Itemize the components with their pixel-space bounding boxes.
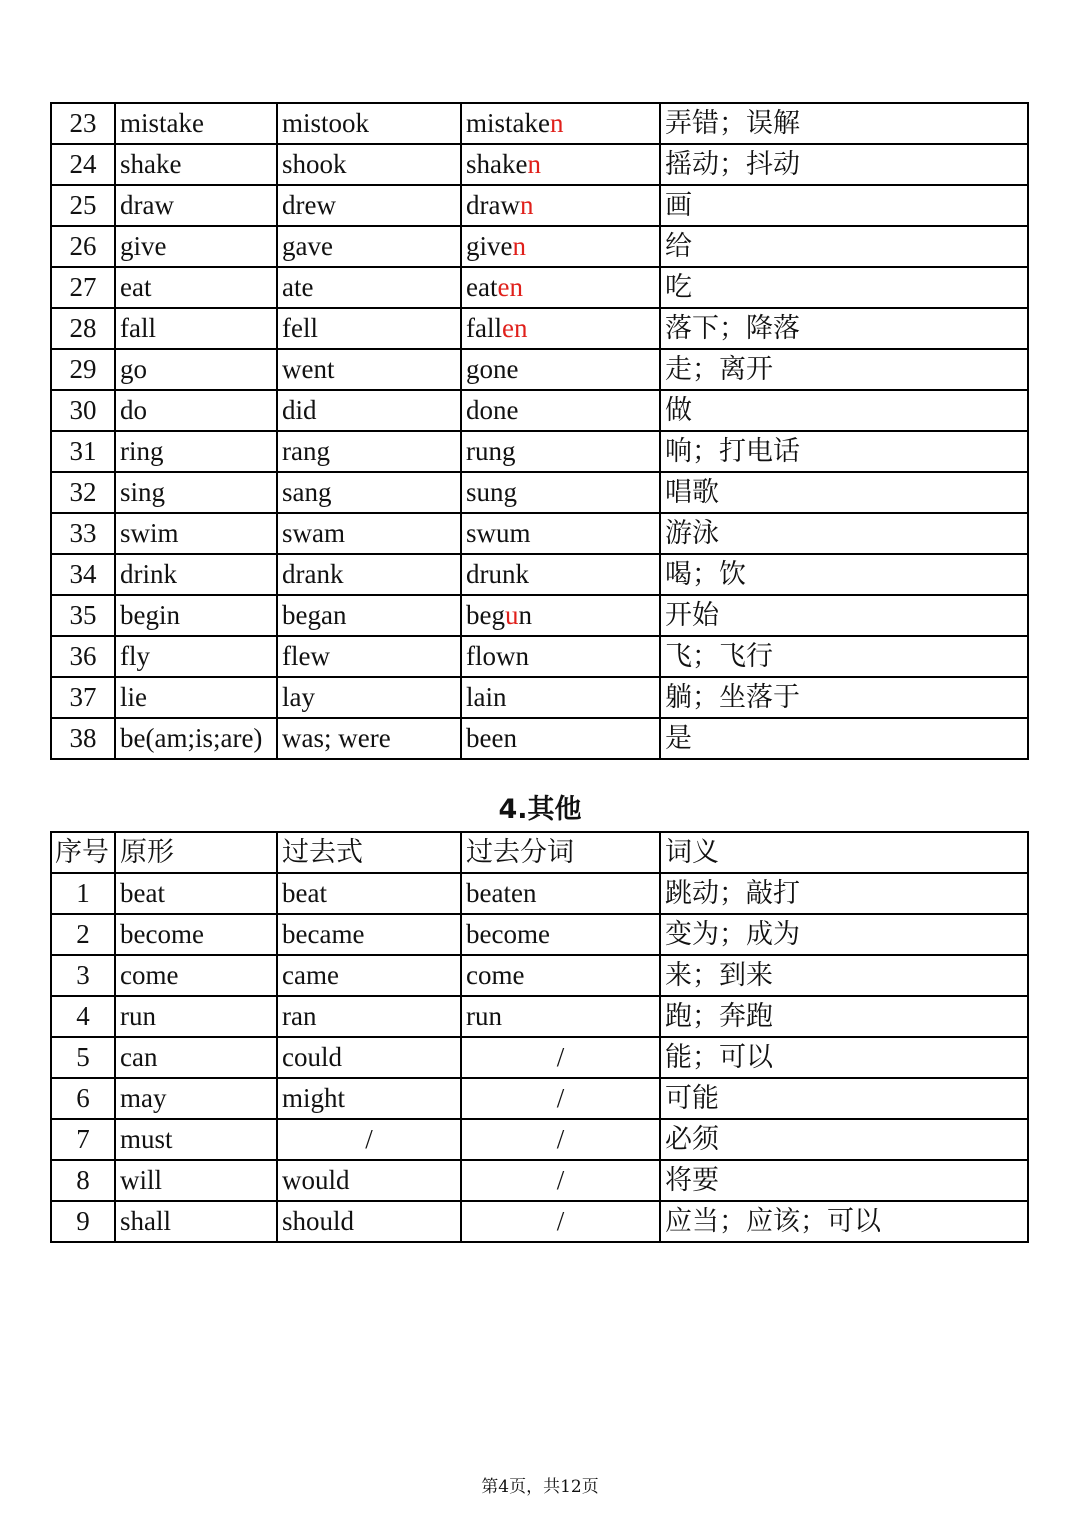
base-form: beat: [115, 873, 277, 914]
table-row: [51, 636, 1028, 677]
past-tense: shook: [277, 144, 461, 185]
past-tense: could: [277, 1037, 461, 1078]
base-form: come: [115, 955, 277, 996]
past-participle: /: [461, 1119, 660, 1160]
row-number: 35: [51, 595, 115, 636]
pp-suffix-highlight: n: [549, 108, 564, 138]
past-participle: [461, 390, 660, 431]
section-title: 4.其他: [498, 794, 582, 825]
row-number: 4: [51, 996, 115, 1037]
row-number: 6: [51, 1078, 115, 1119]
table-row: [51, 513, 1028, 554]
table-row: [51, 390, 1028, 431]
base-form: ring: [115, 431, 277, 472]
row-number: 3: [51, 955, 115, 996]
pp-stem: rung: [466, 436, 516, 466]
pp-suffix-highlight: n: [519, 190, 534, 220]
header-number: 序号: [51, 832, 115, 873]
pp-stem: beg: [466, 600, 505, 630]
base-form: become: [115, 914, 277, 955]
row-number: 31: [51, 431, 115, 472]
meaning: 唱歌: [660, 472, 1028, 513]
past-tense: /: [277, 1119, 461, 1160]
pp-tail: n: [518, 600, 532, 630]
past-tense: lay: [277, 677, 461, 718]
row-number: 28: [51, 308, 115, 349]
meaning: 做: [660, 390, 1028, 431]
table-row: [51, 554, 1028, 595]
table-row: [51, 185, 1028, 226]
table-row: [51, 308, 1028, 349]
table-row: [51, 955, 1028, 996]
pp-stem: shake: [466, 149, 528, 179]
past-tense: should: [277, 1201, 461, 1242]
base-form: give: [115, 226, 277, 267]
meaning: 游泳: [660, 513, 1028, 554]
past-participle: [461, 349, 660, 390]
row-number: 26: [51, 226, 115, 267]
irregular-verbs-table-part3: [50, 102, 1029, 760]
table-header-row: [51, 832, 1028, 873]
row-number: 36: [51, 636, 115, 677]
row-number: 8: [51, 1160, 115, 1201]
meaning: 弄错；误解: [660, 103, 1028, 144]
meaning: 摇动；抖动: [660, 144, 1028, 185]
past-tense: drew: [277, 185, 461, 226]
table-row: [51, 914, 1028, 955]
table-row: [51, 431, 1028, 472]
meaning: 可能: [660, 1078, 1028, 1119]
past-participle: run: [461, 996, 660, 1037]
row-number: 24: [51, 144, 115, 185]
past-tense: would: [277, 1160, 461, 1201]
past-tense: was; were: [277, 718, 461, 759]
table-row: [51, 1160, 1028, 1201]
past-participle: [461, 267, 660, 308]
base-form: lie: [115, 677, 277, 718]
past-participle: /: [461, 1160, 660, 1201]
base-form: run: [115, 996, 277, 1037]
base-form: will: [115, 1160, 277, 1201]
past-participle: [461, 513, 660, 554]
past-tense: ran: [277, 996, 461, 1037]
pp-suffix-highlight: n: [512, 231, 526, 261]
past-participle: [461, 308, 660, 349]
row-number: 38: [51, 718, 115, 759]
pp-stem: mistake: [466, 108, 550, 138]
pp-stem: sung: [466, 477, 518, 507]
meaning: 能；可以: [660, 1037, 1028, 1078]
past-participle: [461, 636, 660, 677]
past-tense: mistook: [277, 103, 461, 144]
past-tense: flew: [277, 636, 461, 677]
meaning: 落下；降落: [660, 308, 1028, 349]
base-form: fall: [115, 308, 277, 349]
table-row: [51, 144, 1028, 185]
past-tense: ate: [277, 267, 461, 308]
other-verbs-table: [50, 831, 1029, 1243]
meaning: 将要: [660, 1160, 1028, 1201]
past-participle: [461, 677, 660, 718]
table-row: [51, 1037, 1028, 1078]
past-tense: did: [277, 390, 461, 431]
base-form: mistake: [115, 103, 277, 144]
past-tense: began: [277, 595, 461, 636]
pp-suffix-highlight: n: [527, 149, 541, 179]
table-row: [51, 996, 1028, 1037]
past-participle: come: [461, 955, 660, 996]
base-form: fly: [115, 636, 277, 677]
past-tense: fell: [277, 308, 461, 349]
pp-stem: done: [466, 395, 519, 425]
past-tense: became: [277, 914, 461, 955]
row-number: 9: [51, 1201, 115, 1242]
past-tense: might: [277, 1078, 461, 1119]
meaning: 必须: [660, 1119, 1028, 1160]
base-form: drink: [115, 554, 277, 595]
table-row: [51, 873, 1028, 914]
past-participle: [461, 431, 660, 472]
base-form: swim: [115, 513, 277, 554]
meaning: 飞；飞行: [660, 636, 1028, 677]
meaning: 开始: [660, 595, 1028, 636]
row-number: 29: [51, 349, 115, 390]
base-form: must: [115, 1119, 277, 1160]
row-number: 33: [51, 513, 115, 554]
header-past-participle: 过去分词: [461, 832, 660, 873]
past-participle: beaten: [461, 873, 660, 914]
base-form: draw: [115, 185, 277, 226]
meaning: 是: [660, 718, 1028, 759]
past-tense: went: [277, 349, 461, 390]
base-form: be(am;is;are): [115, 718, 277, 759]
past-tense: swam: [277, 513, 461, 554]
pp-stem: eat: [466, 272, 498, 302]
pp-stem: been: [466, 723, 517, 753]
pp-stem: give: [466, 231, 513, 261]
pp-stem: lain: [466, 682, 507, 712]
meaning: 给: [660, 226, 1028, 267]
table-row: [51, 1078, 1028, 1119]
table-row: [51, 1201, 1028, 1242]
past-tense: sang: [277, 472, 461, 513]
past-tense: came: [277, 955, 461, 996]
pp-suffix-highlight: en: [501, 313, 528, 343]
base-form: sing: [115, 472, 277, 513]
table-row: [51, 718, 1028, 759]
row-number: 34: [51, 554, 115, 595]
past-tense: drank: [277, 554, 461, 595]
row-number: 23: [51, 103, 115, 144]
meaning: 来；到来: [660, 955, 1028, 996]
past-participle: [461, 226, 660, 267]
row-number: 5: [51, 1037, 115, 1078]
pp-stem: fall: [466, 313, 502, 343]
row-number: 37: [51, 677, 115, 718]
meaning: 走；离开: [660, 349, 1028, 390]
base-form: do: [115, 390, 277, 431]
row-number: 2: [51, 914, 115, 955]
past-participle: [461, 185, 660, 226]
pp-suffix-highlight: en: [497, 272, 523, 302]
row-number: 7: [51, 1119, 115, 1160]
past-participle: become: [461, 914, 660, 955]
pp-stem: gone: [466, 354, 519, 384]
row-number: 1: [51, 873, 115, 914]
meaning: 应当；应该；可以: [660, 1201, 1028, 1242]
past-participle: /: [461, 1201, 660, 1242]
base-form: may: [115, 1078, 277, 1119]
past-participle: /: [461, 1037, 660, 1078]
meaning: 画: [660, 185, 1028, 226]
table-row: [51, 1119, 1028, 1160]
past-participle: [461, 472, 660, 513]
base-form: begin: [115, 595, 277, 636]
table-row: [51, 677, 1028, 718]
past-participle: [461, 144, 660, 185]
pp-stem: drunk: [466, 559, 529, 589]
table-row: [51, 472, 1028, 513]
base-form: shall: [115, 1201, 277, 1242]
past-participle: [461, 554, 660, 595]
past-tense: gave: [277, 226, 461, 267]
row-number: 30: [51, 390, 115, 431]
meaning: 吃: [660, 267, 1028, 308]
meaning: 跳动；敲打: [660, 873, 1028, 914]
table-row: [51, 103, 1028, 144]
past-tense: beat: [277, 873, 461, 914]
table-row: [51, 595, 1028, 636]
pp-stem: draw: [466, 190, 520, 220]
meaning: 躺；坐落于: [660, 677, 1028, 718]
past-participle: [461, 718, 660, 759]
meaning: 喝；饮: [660, 554, 1028, 595]
table-row: [51, 267, 1028, 308]
page-footer: 第4页，共12页: [481, 1477, 599, 1497]
table-row: [51, 226, 1028, 267]
row-number: 27: [51, 267, 115, 308]
meaning: 响；打电话: [660, 431, 1028, 472]
pp-stem: swum: [466, 518, 531, 548]
pp-suffix-highlight: u: [504, 600, 519, 630]
base-form: eat: [115, 267, 277, 308]
meaning: 跑；奔跑: [660, 996, 1028, 1037]
base-form: shake: [115, 144, 277, 185]
past-participle: /: [461, 1078, 660, 1119]
pp-stem: flown: [466, 641, 529, 671]
header-base-form: 原形: [115, 832, 277, 873]
past-tense: rang: [277, 431, 461, 472]
past-participle: [461, 103, 660, 144]
meaning: 变为；成为: [660, 914, 1028, 955]
base-form: can: [115, 1037, 277, 1078]
header-past-tense: 过去式: [277, 832, 461, 873]
header-meaning: 词义: [660, 832, 1028, 873]
base-form: go: [115, 349, 277, 390]
row-number: 25: [51, 185, 115, 226]
table-row: [51, 349, 1028, 390]
past-participle: [461, 595, 660, 636]
row-number: 32: [51, 472, 115, 513]
